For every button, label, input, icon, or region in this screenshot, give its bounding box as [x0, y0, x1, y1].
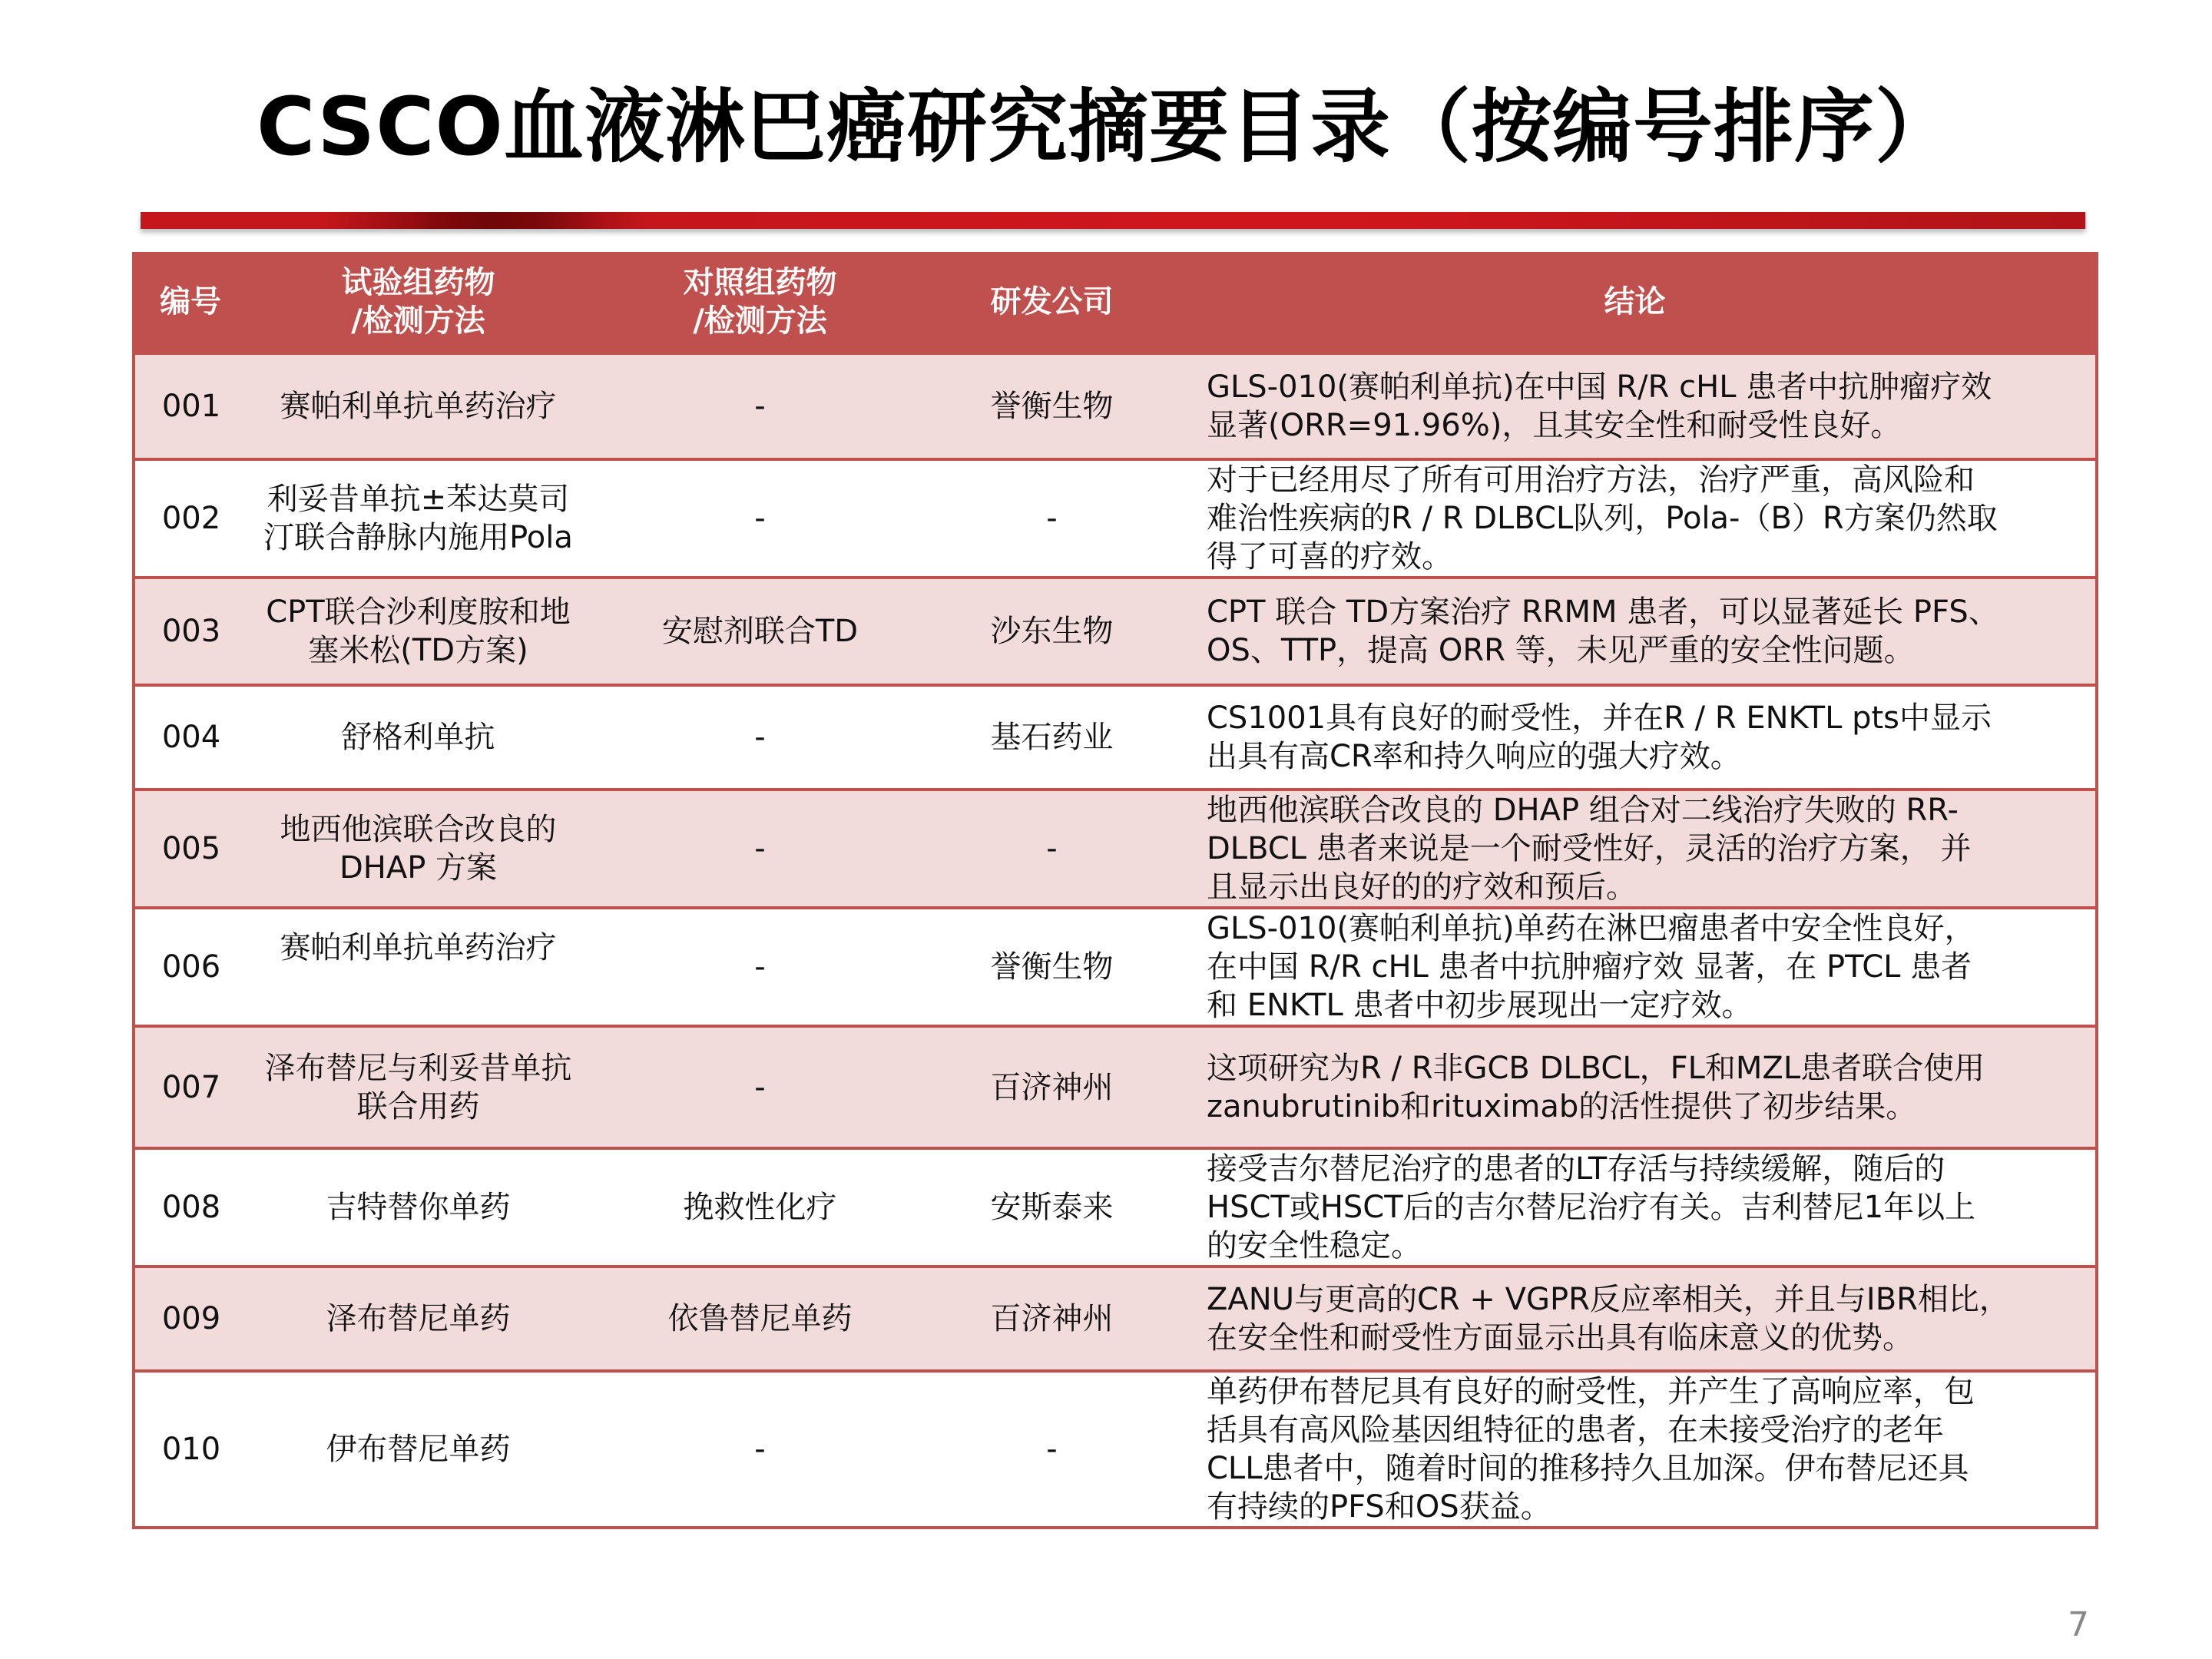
cell-conclusion-line: 得了可喜的疗效。 — [1207, 539, 1452, 575]
table-row — [134, 459, 2097, 578]
cell-control: 挽救性化疗 — [589, 1148, 931, 1267]
cell-conclusion — [1173, 1148, 2097, 1267]
cell-id: 005 — [134, 790, 247, 908]
cell-conclusion-line: 这项研究为R / R非GCB DLBCL，FL和MZL患者联合使用 — [1207, 1050, 1985, 1086]
cell-conclusion-line: 难治性疾病的R / R DLBCL队列，Pola-（B）R方案仍然取 — [1207, 501, 1998, 536]
cell-control: - — [589, 459, 931, 578]
cell-trial-line: 汀联合静脉内施用Pola — [263, 520, 573, 555]
cell-conclusion-line: CS1001具有良好的耐受性，并在R / R ENKTL pts中显示 — [1207, 700, 1992, 736]
cell-trial — [247, 790, 589, 908]
cell-trial — [247, 1267, 589, 1371]
header-control-line: /检测方法 — [693, 303, 827, 339]
cell-trial-line: 泽布替尼单药 — [326, 1301, 511, 1336]
cell-conclusion — [1173, 1371, 2097, 1528]
cell-trial — [247, 353, 589, 459]
cell-conclusion — [1173, 790, 2097, 908]
header-conclusion: 结论 — [1173, 252, 2097, 353]
cell-conclusion — [1173, 578, 2097, 685]
cell-trial — [247, 1371, 589, 1528]
cell-company: 百济神州 — [931, 1267, 1173, 1371]
cell-company: 安斯泰来 — [931, 1148, 1173, 1267]
cell-trial — [247, 685, 589, 790]
cell-conclusion-line: 单药伊布替尼具有良好的耐受性，并产生了高响应率，包 — [1207, 1374, 1975, 1409]
cell-conclusion-line: 接受吉尔替尼治疗的患者的LT存活与持续缓解，随后的 — [1207, 1151, 1945, 1187]
cell-company: - — [931, 790, 1173, 908]
cell-conclusion — [1173, 685, 2097, 790]
table-header-row — [134, 252, 2097, 353]
header-id: 编号 — [134, 252, 247, 353]
cell-conclusion-line: 和 ENKTL 患者中初步展现出一定疗效。 — [1207, 988, 1753, 1023]
header-trial — [247, 252, 589, 353]
cell-control: 安慰剂联合TD — [589, 578, 931, 685]
cell-conclusion-line: GLS-010(赛帕利单抗)在中国 R/R cHL 患者中抗肿瘤疗效 — [1207, 369, 1992, 405]
cell-id: 002 — [134, 459, 247, 578]
abstracts-table — [132, 252, 2098, 1529]
cell-company: 基石药业 — [931, 685, 1173, 790]
cell-conclusion-line: ZANU与更高的CR + VGPR反应率相关，并且与IBR相比， — [1207, 1282, 2010, 1317]
title-divider — [141, 212, 2085, 229]
table-row — [134, 790, 2097, 908]
cell-conclusion-line: 在安全性和耐受性方面显示出具有临床意义的优势。 — [1207, 1320, 1913, 1356]
cell-conclusion-line: 地西他滨联合改良的 DHAP 组合对二线治疗失败的 RR- — [1207, 793, 1959, 828]
cell-company: 百济神州 — [931, 1026, 1173, 1148]
cell-trial — [247, 1026, 589, 1148]
cell-control: - — [589, 790, 931, 908]
cell-id: 001 — [134, 353, 247, 459]
cell-trial — [247, 578, 589, 685]
cell-company: - — [931, 1371, 1173, 1528]
cell-trial-line: 吉特替你单药 — [326, 1190, 511, 1225]
table-row — [134, 1267, 2097, 1371]
cell-conclusion-line: 且显示出良好的的疗效和预后。 — [1207, 869, 1637, 905]
cell-trial-line: 赛帕利单抗单药治疗 — [280, 930, 557, 965]
cell-conclusion — [1173, 1267, 2097, 1371]
cell-trial-line: 塞米松(TD方案) — [308, 633, 528, 668]
table-row — [134, 1371, 2097, 1528]
cell-conclusion-line: 显著(ORR=91.96%)，且其安全性和耐受性良好。 — [1207, 408, 1902, 443]
table-row — [134, 685, 2097, 790]
cell-conclusion-line: 对于已经用尽了所有可用治疗方法，治疗严重，高风险和 — [1207, 462, 1975, 498]
cell-conclusion-line: 有持续的PFS和OS获益。 — [1207, 1489, 1551, 1525]
table-row — [134, 1026, 2097, 1148]
cell-conclusion-line: zanubrutinib和rituximab的活性提供了初步结果。 — [1207, 1088, 1917, 1124]
cell-conclusion-line: 的安全性稳定。 — [1207, 1228, 1422, 1263]
cell-conclusion-line: HSCT或HSCT后的吉尔替尼治疗有关。吉利替尼1年以上 — [1207, 1190, 1976, 1225]
cell-id: 006 — [134, 908, 247, 1026]
header-control-line: 对照组药物 — [683, 265, 837, 300]
cell-id: 004 — [134, 685, 247, 790]
cell-company: - — [931, 459, 1173, 578]
page-title: CSCO血液淋巴癌研究摘要目录（按编号排序） — [257, 80, 1955, 174]
cell-conclusion-line: 在中国 R/R cHL 患者中抗肿瘤疗效 显著，在 PTCL 患者 — [1207, 949, 1972, 985]
cell-conclusion — [1173, 908, 2097, 1026]
page-number: 7 — [2068, 1605, 2089, 1644]
cell-trial-line: 舒格利单抗 — [341, 720, 495, 755]
header-trial-line: 试验组药物 — [341, 265, 495, 300]
cell-trial-line: 联合用药 — [356, 1088, 480, 1124]
cell-conclusion — [1173, 459, 2097, 578]
cell-trial-line: DHAP 方案 — [339, 850, 498, 886]
cell-id: 007 — [134, 1026, 247, 1148]
cell-trial-line — [255, 967, 581, 1005]
cell-conclusion-line: DLBCL 患者来说是一个耐受性好，灵活的治疗方案， 并 — [1207, 831, 1972, 866]
table-row — [134, 908, 2097, 1026]
cell-company: 沙东生物 — [931, 578, 1173, 685]
cell-conclusion — [1173, 1026, 2097, 1148]
header-control — [589, 252, 931, 353]
table-row — [134, 578, 2097, 685]
cell-id: 009 — [134, 1267, 247, 1371]
table-body — [134, 353, 2097, 1528]
cell-trial-line: CPT联合沙利度胺和地 — [266, 594, 571, 630]
cell-conclusion-line: 括具有高风险基因组特征的患者，在未接受治疗的老年 — [1207, 1412, 1944, 1448]
cell-control: - — [589, 908, 931, 1026]
cell-control: - — [589, 353, 931, 459]
header-trial-line: /检测方法 — [351, 303, 485, 339]
cell-trial-line: 地西他滨联合改良的 — [280, 812, 557, 847]
cell-trial-line: 利妥昔单抗±苯达莫司 — [267, 482, 570, 517]
cell-conclusion-line: OS、TTP，提高 ORR 等，未见严重的安全性问题。 — [1207, 633, 1915, 668]
cell-conclusion-line: 出具有高CR率和持久响应的强大疗效。 — [1207, 739, 1741, 774]
cell-control: - — [589, 1371, 931, 1528]
cell-trial — [247, 1148, 589, 1267]
cell-trial — [247, 459, 589, 578]
cell-trial — [247, 908, 589, 1026]
cell-conclusion-line: CLL患者中，随着时间的推移持久且加深。伊布替尼还具 — [1207, 1451, 1969, 1486]
cell-id: 003 — [134, 578, 247, 685]
cell-control: - — [589, 685, 931, 790]
cell-company: 誉衡生物 — [931, 353, 1173, 459]
cell-company: 誉衡生物 — [931, 908, 1173, 1026]
cell-control: 依鲁替尼单药 — [589, 1267, 931, 1371]
header-company: 研发公司 — [931, 252, 1173, 353]
table-row — [134, 1148, 2097, 1267]
cell-trial-line: 伊布替尼单药 — [326, 1432, 511, 1467]
cell-trial-line: 赛帕利单抗单药治疗 — [280, 389, 557, 424]
table-row — [134, 353, 2097, 459]
cell-conclusion-line: CPT 联合 TD方案治疗 RRMM 患者，可以显著延长 PFS、 — [1207, 594, 1999, 630]
cell-id: 008 — [134, 1148, 247, 1267]
cell-conclusion — [1173, 353, 2097, 459]
cell-control: - — [589, 1026, 931, 1148]
cell-id: 010 — [134, 1371, 247, 1528]
cell-conclusion-line: GLS-010(赛帕利单抗)单药在淋巴瘤患者中安全性良好， — [1207, 911, 1975, 946]
cell-trial-line: 泽布替尼与利妥昔单抗 — [264, 1050, 572, 1086]
